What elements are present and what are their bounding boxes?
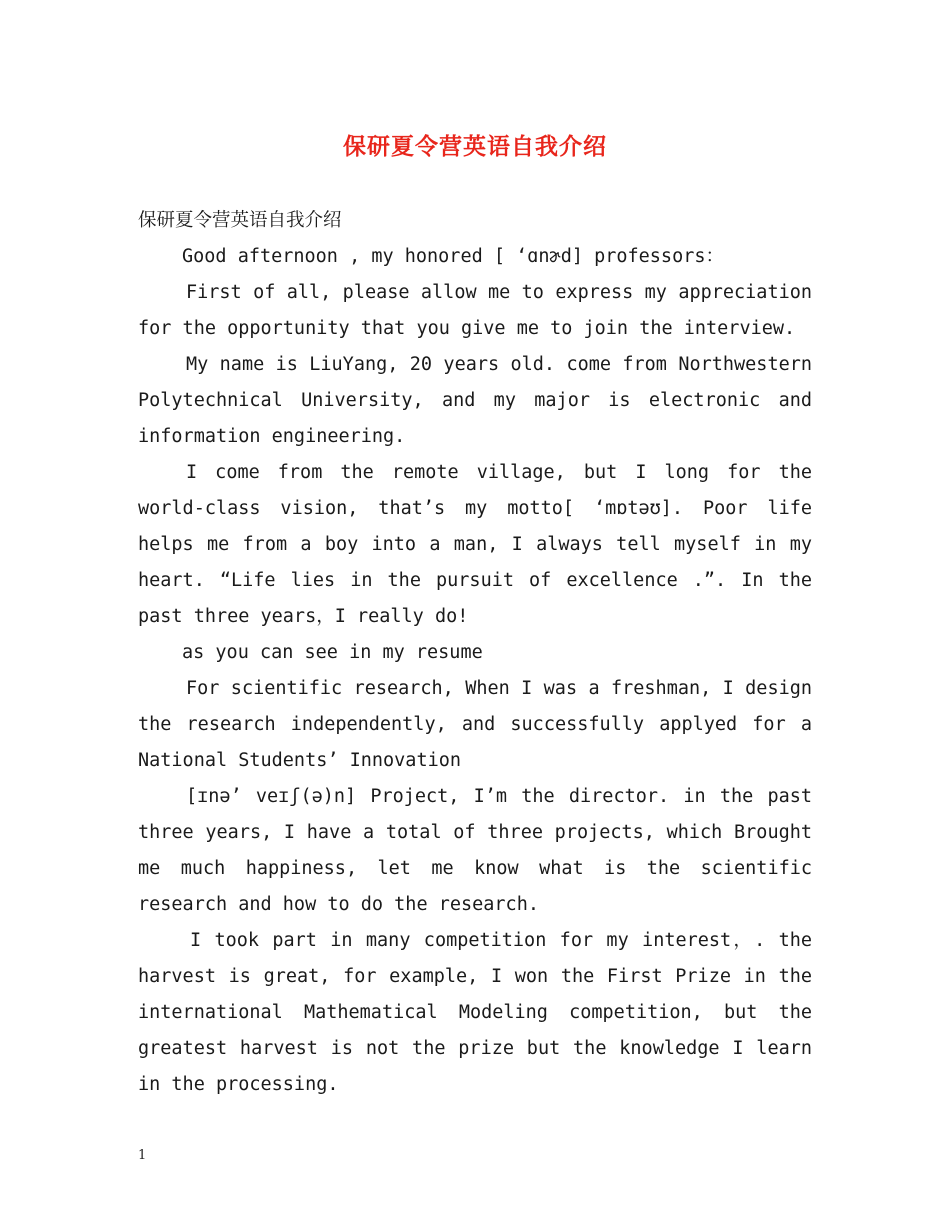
project-paragraph: [ɪnə’ veɪʃ(ə)n] Project, I’m the director. in the past three years, I have a total of three projects, which Brought me much happiness, let me know what is the scientific research and how to do the research. [138,786,812,915]
competition-paragraph: I took part in many competition for my interest，. the harvest is great, for example, I won the First Prize in the international Mathematical Modeling competition, but the greatest harvest is not the prize but the knowledge I learn in the processing. [138,930,812,1095]
page-number: 1 [138,1148,147,1163]
section-heading: 保研夏令营英语自我介绍 [138,210,342,231]
research-paragraph: For scientific research, When I was a freshman, I design the research independently, and successfully applyed for a National Students’ Innovation [138,678,812,771]
resume-paragraph: as you can see in my resume [182,642,483,663]
document-title: 保研夏令营英语自我介绍 [343,133,607,160]
greeting-paragraph: Good afternoon , my honored [ ‘ɑnɚd] professors： [182,246,724,267]
document-body [138,203,812,1103]
background-paragraph: I come from the remote village, but I long for the world-class vision, that’s my motto[ ‘mɒtəʊ]. Poor life helps me from a boy into a man, I always tell myself in my heart. “Life lies in the pursuit of excellence .”. In the past three years，I really do! [138,462,812,627]
appreciation-paragraph: First of all, please allow me to express my appreciation for the opportunity that you give me to join the interview. [138,282,812,339]
name-paragraph: My name is LiuYang, 20 years old. come from Northwestern Polytechnical University, and my major is electronic and information engineering. [138,354,812,447]
